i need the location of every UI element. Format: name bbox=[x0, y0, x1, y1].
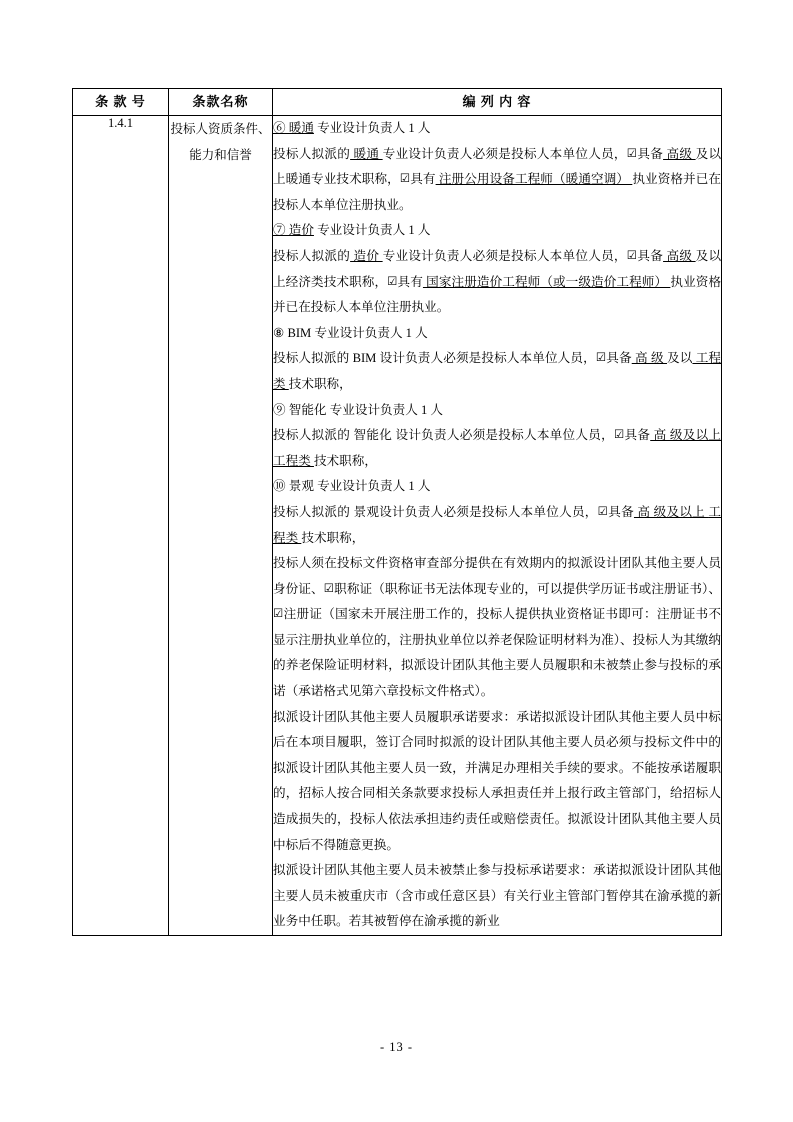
item6-underline-2: 高级 bbox=[663, 146, 696, 161]
item10-underline-1: 高 级及以上 bbox=[633, 504, 709, 519]
para-a-text-1: 投标人须在投标文件资格审查部分提供在有效期内的拟派设计团队其他主要人员身份证、 bbox=[273, 556, 721, 596]
paragraph-commitment-not-banned: 拟派设计团队其他主要人员未被禁止参与投标承诺要求：承诺拟派设计团队其他主要人员未被重庆市（含市或任意区县）有关行业主管部门暂停其在渝承揽的新业务中任职。若其被暂停在渝承揽的新业 bbox=[273, 863, 721, 929]
item9-text-2: 具备 bbox=[624, 428, 651, 443]
header-clause-no: 条 款 号 bbox=[73, 89, 169, 116]
header-content: 编 列 内 容 bbox=[273, 89, 722, 116]
item8-underline-2: 工程类 bbox=[273, 351, 722, 391]
item9-title: ⑨ 智能化 专业设计负责人 1 人 bbox=[273, 402, 444, 417]
item8-title: ⑧ BIM 专业设计负责人 1 人 bbox=[273, 325, 428, 340]
table-header-row bbox=[73, 89, 722, 116]
item7-body bbox=[273, 244, 721, 321]
item10-body bbox=[273, 500, 721, 551]
item9-underline-1: 高 级及以上 bbox=[650, 428, 722, 443]
checkbox-checked-icon[interactable]: ☑ bbox=[273, 606, 284, 621]
checkbox-checked-icon[interactable]: ☑ bbox=[613, 427, 625, 442]
item6-text-5: 具有 bbox=[410, 172, 436, 187]
item7-title-prefix: ⑦ 造价 bbox=[273, 223, 314, 238]
item9-text-1: 投标人拟派的 智能化 设计负责人必须是投标人本单位人员， bbox=[273, 428, 614, 443]
item6-text-2: 专业设计负责人必须是投标人本单位人员， bbox=[382, 146, 627, 161]
item7-text-2: 专业设计负责人必须是投标人本单位人员， bbox=[382, 248, 627, 263]
item8-text-1: 投标人拟派的 BIM 设计负责人必须是投标人本单位人员， bbox=[273, 351, 596, 366]
item7-title bbox=[273, 218, 721, 244]
item7-text-6: 执业资格并已在投标人本单位注册执业。 bbox=[273, 274, 722, 315]
page-footer: - 13 - bbox=[379, 1040, 414, 1054]
checkbox-checked-icon[interactable]: ☑ bbox=[387, 273, 398, 288]
item7-text-5: 具有 bbox=[397, 274, 423, 289]
cell-content bbox=[273, 116, 722, 936]
para-a-text-3: 注册证（国家未开展注册工作的，投标人提供执业资格证书即可：注册证书不显示注册执业单位的，注册执业单位以养老保险证明材料为准）、投标人为其缴纳的养老保险证明材料，拟派设计团队其他主要人员履职和未被禁止参与投标的承诺（承诺格式见第六章投标文件格式）。 bbox=[273, 607, 721, 699]
item6-body bbox=[273, 142, 721, 219]
item10-text-3: 技术职称， bbox=[301, 530, 365, 545]
item7-underline-1: 造价 bbox=[350, 248, 383, 263]
checkbox-checked-icon[interactable]: ☑ bbox=[626, 247, 638, 262]
item7-underline-3: 国家注册造价工程师（或一级造价工程师） bbox=[422, 274, 671, 289]
item7-text-3: 具备 bbox=[637, 248, 664, 263]
item10-text-1: 投标人拟派的 景观设计负责人必须是投标人本单位人员， bbox=[273, 504, 598, 519]
item6-text-1: 投标人拟派的 bbox=[273, 146, 351, 161]
item9-underline-2: 工程类 bbox=[273, 453, 314, 468]
item10-text-2: 具备 bbox=[607, 504, 634, 519]
item8-body bbox=[273, 346, 721, 397]
item6-title bbox=[273, 116, 721, 142]
table-row bbox=[73, 116, 722, 936]
item10-underline-2: 工程类 bbox=[273, 504, 722, 545]
item9-text-3: 技术职称， bbox=[313, 453, 377, 468]
item9-body bbox=[273, 423, 721, 474]
item6-text-6: 执业资格并已在投标人本单位注册执业。 bbox=[273, 172, 722, 212]
item8-text-3: 及以 bbox=[666, 351, 693, 366]
cell-clause-name: 投标人资质条件、能力和信誉 bbox=[169, 116, 273, 936]
paragraph-documents bbox=[273, 551, 721, 705]
para-a-text-2: 职称证（职称证书无法体现专业的，可以提供学历证书或注册证书）、 bbox=[334, 581, 722, 596]
checkbox-checked-icon[interactable]: ☑ bbox=[626, 145, 638, 160]
item6-title-suffix: 专业设计负责人 1 人 bbox=[313, 121, 431, 135]
item6-underline-3: 注册公用设备工程师（暖通空调） bbox=[435, 172, 633, 187]
item10-title: ⑩ 景观 专业设计负责人 1 人 bbox=[273, 479, 431, 494]
item6-text-3: 具备 bbox=[637, 146, 664, 161]
item6-underline-1: 暖通 bbox=[350, 146, 383, 161]
paragraph-commitment-duty: 拟派设计团队其他主要人员履职承诺要求：承诺拟派设计团队其他主要人员中标后在本项目履职，签订合同时拟派的设计团队其他主要人员必须与投标文件中的拟派设计团队其他主要人员一致，并满足办理相关手续的要求。不能按承诺履职的，招标人按合同相关条款要求投标人承担责任并上报行政主管部门，给招标人造成损失的，投标人依法承担违约责任或赔偿责任。拟派设计团队其他主要人员中标后不得随意更换。 bbox=[273, 709, 721, 852]
header-clause-name: 条款名称 bbox=[169, 89, 273, 116]
item7-title-suffix: 专业设计负责人 1 人 bbox=[313, 223, 431, 238]
item8-text-4: 技术职称， bbox=[288, 376, 352, 391]
cell-clause-no: 1.4.1 bbox=[73, 116, 169, 936]
item7-underline-2: 高级 bbox=[663, 248, 696, 263]
item6-title-prefix: ⑥ 暖通 bbox=[273, 121, 314, 135]
item7-text-4: 及以上经济类技术职称， bbox=[273, 248, 722, 289]
item8-text-2: 具备 bbox=[606, 351, 632, 366]
checkbox-checked-icon[interactable]: ☑ bbox=[595, 350, 607, 365]
checkbox-checked-icon[interactable]: ☑ bbox=[399, 171, 411, 186]
checkbox-checked-icon[interactable]: ☑ bbox=[597, 503, 608, 518]
item7-text-1: 投标人拟派的 bbox=[273, 248, 351, 263]
item8-underline-1: 高 级 bbox=[631, 351, 667, 366]
checkbox-checked-icon[interactable]: ☑ bbox=[323, 580, 335, 595]
item6-text-4: 及以上暖通专业技术职称， bbox=[273, 146, 722, 187]
clause-table bbox=[72, 88, 722, 936]
